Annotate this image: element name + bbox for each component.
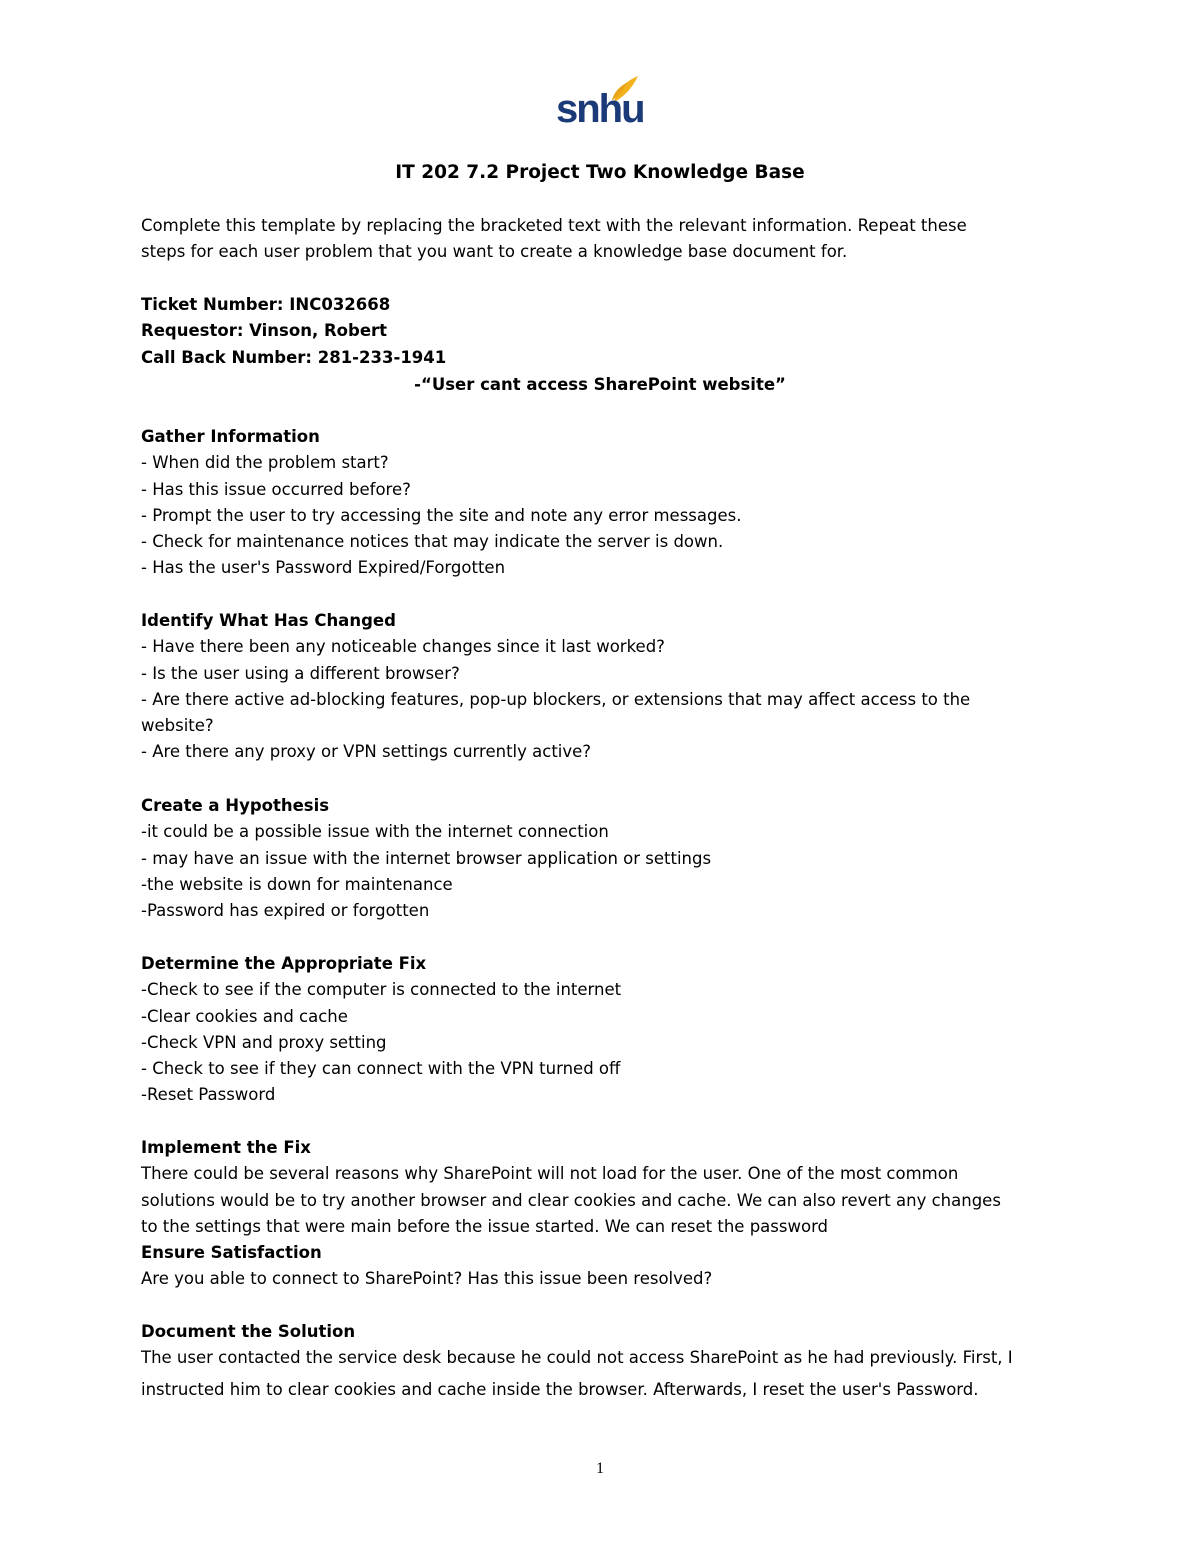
paragraph-line: to the settings that were main before the issue started. We can reset the password [141,1216,829,1236]
list-item: - Are there any proxy or VPN settings currently active? [141,742,592,762]
list-item: -it could be a possible issue with the internet connection [141,822,609,842]
changed-section [141,608,1071,766]
logo-wordmark: snhu [556,87,644,131]
list-item: -Clear cookies and cache [141,1006,348,1026]
list-item: - Is the user using a different browser? [141,663,460,683]
ticket-details [141,292,1071,371]
paragraph-line: instructed him to clear cookies and cache inside the browser. Afterwards, I reset the user's Password. [141,1379,979,1399]
satisfaction-text: Are you able to connect to SharePoint? Has this issue been resolved? [141,1269,713,1289]
fix-heading: Determine the Appropriate Fix [141,954,427,973]
list-item: -Check to see if the computer is connected to the internet [141,980,622,1000]
issue-summary: -“User cant access SharePoint website” [414,375,786,394]
page-title: IT 202 7.2 Project Two Knowledge Base [395,162,805,183]
list-item: - Are there active ad-blocking features, pop-up blockers, or extensions that may affect access to the [141,689,971,709]
changed-heading: Identify What Has Changed [141,611,396,630]
list-item: -Check VPN and proxy setting [141,1032,387,1052]
list-item: - may have an issue with the internet browser application or settings [141,848,712,868]
satisfaction-heading: Ensure Satisfaction [141,1243,322,1263]
gather-heading: Gather Information [141,427,320,446]
list-item: - Have there been any noticeable changes since it last worked? [141,637,665,657]
paragraph-line: There could be several reasons why SharePoint will not load for the user. One of the most common [141,1164,959,1184]
hypothesis-section [141,793,1071,924]
ticket-requestor: Requestor: Vinson, Robert [141,321,388,341]
list-item: - Check for maintenance notices that may indicate the server is down. [141,532,724,552]
list-item: - Has this issue occurred before? [141,479,411,499]
implement-section [141,1135,1071,1293]
gather-section [141,424,1071,582]
list-item: - When did the problem start? [141,453,389,473]
list-item: - Prompt the user to try accessing the site and note any error messages. [141,505,742,525]
implement-heading: Implement the Fix [141,1138,311,1157]
list-item: -the website is down for maintenance [141,874,453,894]
document-heading: Document the Solution [141,1322,356,1341]
hypothesis-heading: Create a Hypothesis [141,796,330,815]
intro-line-1: Complete this template by replacing the bracketed text with the relevant information. Repeat these [141,216,967,235]
ticket-number: Ticket Number: INC032668 [141,295,391,314]
list-item: -Password has expired or forgotten [141,901,430,921]
list-item: - Check to see if they can connect with the VPN turned off [141,1059,621,1079]
paragraph-line: solutions would be to try another browser and clear cookies and cache. We can also revert any changes [141,1190,1001,1210]
intro-line-2: steps for each user problem that you want to create a knowledge base document for. [141,242,848,262]
snhu-logo [556,74,646,134]
paragraph-line: The user contacted the service desk because he could not access SharePoint as he had previously. First, I [141,1348,1013,1368]
ticket-callback: Call Back Number: 281-233-1941 [141,347,447,367]
document-section [141,1319,1071,1403]
intro-paragraph [141,213,1071,266]
list-item: - Has the user's Password Expired/Forgotten [141,558,506,578]
list-item: -Reset Password [141,1085,276,1105]
page-number: 1 [596,1460,604,1477]
fix-section [141,951,1071,1109]
list-item: website? [141,716,214,736]
